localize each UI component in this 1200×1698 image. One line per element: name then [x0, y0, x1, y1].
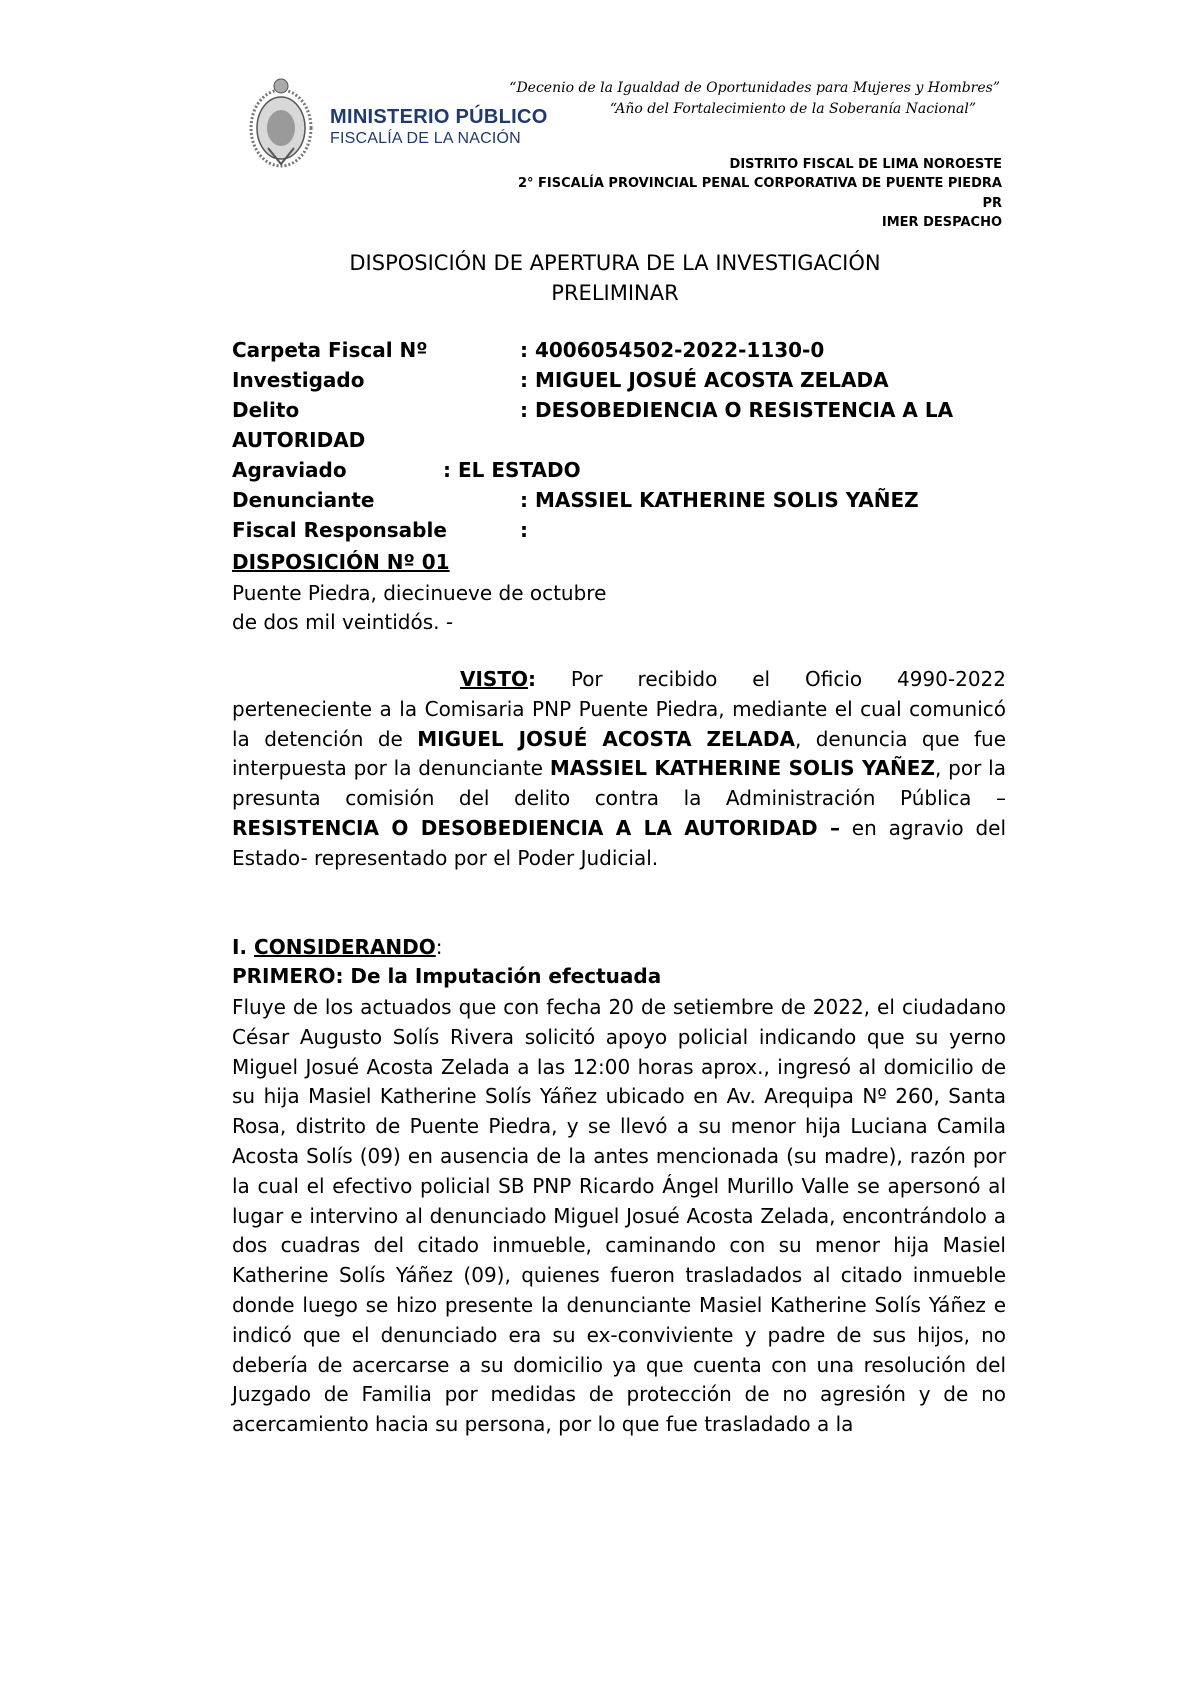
field-value: :: [520, 518, 528, 542]
visto-text-1: Por recibido el Oficio 4990-2022 perteneciente a la Comisaria PNP Puente Piedra, mediante el cual comunicó la detención de: [232, 667, 1006, 751]
field-value: : 4006054502-2022-1130-0: [520, 338, 825, 362]
visto-text-2: , denuncia que fue interpuesta por la denunciante: [232, 726, 1006, 781]
visto-text-4: en agravio del Estado- representado por el Poder Judicial.: [232, 815, 1007, 870]
visto-label: VISTO: [460, 667, 528, 691]
national-seal-icon: [246, 76, 316, 176]
subsection-heading: PRIMERO: De la Imputación efectuada: [232, 964, 662, 988]
visto-colon: :: [527, 667, 536, 691]
ministerio-publico-logo: [246, 76, 546, 176]
body-paragraph: Fluye de los actuados que con fecha 20 de setiembre de 2022, el ciudadano César Augusto Solís Rivera solicitó apoyo policial indicando que su yerno Miguel Josué Acosta Zelada a las 12:00 horas aprox., ingresó al domicilio de su hija Masiel Katherine Solís Yáñez ubicado en Av. Arequipa Nº 260, Santa Rosa, distrito de Puente Piedra, y se llevó a su menor hija Luciana Camila Acosta Solís (09) en ausencia de la antes mencionada (su madre), razón por la cual el efectivo policial SB PNP Ricardo Ángel Murillo Valle se apersonó al lugar e intervino al denunciado Miguel Josué Acosta Zelada, encontrándolo a dos cuadras del citado inmueble, caminando con su menor hija Masiel Katherine Solís Yáñez (09), quienes fueron trasladados al citado inmueble donde luego se hizo presente la denunciante Masiel Katherine Solís Yáñez e indicó que el denunciado era su ex-conviviente y padre de sus hijos, no debería de acercarse a su domicilio ya que cuenta con una resolución del Juzgado de Familia por medidas de protección de no agresión y de no acercamiento hacia su persona, por lo que fue trasladado a la: [232, 995, 1006, 1437]
visto-bold-3: RESISTENCIA O DESOBEDIENCIA A LA AUTORIDAD –: [232, 815, 840, 840]
disposicion-number: DISPOSICIÓN Nº 01: [232, 550, 450, 574]
visto-bold-2: MASSIEL KATHERINE SOLIS YAÑEZ: [549, 756, 935, 781]
field-value: : MIGUEL JOSUÉ ACOSTA ZELADA: [520, 368, 889, 392]
date-line-2: de dos mil veintidós. -: [232, 610, 454, 634]
field-label: Investigado: [232, 368, 365, 392]
field-value: : MASSIEL KATHERINE SOLIS YAÑEZ: [520, 488, 919, 512]
field-label: Denunciante: [232, 488, 375, 512]
document-title: [230, 248, 1000, 308]
date-line-1: Puente Piedra, diecinueve de octubre: [232, 581, 607, 605]
visto-paragraph: [232, 665, 1006, 874]
field-label: Carpeta Fiscal Nº: [232, 338, 428, 362]
visto-bold-1: MIGUEL JOSUÉ ACOSTA ZELADA: [417, 726, 795, 751]
visto-text-3: , por la presunta comisión del delito contra la Administración Pública –: [232, 756, 1006, 811]
section-suffix: :: [435, 935, 443, 959]
motto-line-2: “Año del Fortalecimiento de la Soberanía Nacional”: [609, 101, 976, 117]
section-heading: [232, 935, 443, 959]
field-value-continued: AUTORIDAD: [232, 428, 366, 452]
field-value: : EL ESTADO: [443, 458, 581, 482]
field-label: Fiscal Responsable: [232, 518, 447, 542]
org-subtitle: FISCALÍA DE LA NACIÓN: [330, 130, 521, 147]
title-line-2: PRELIMINAR: [551, 281, 679, 305]
motto-line-1: “Decenio de la Igualdad de Oportunidades para Mujeres y Hombres”: [509, 80, 1000, 96]
office-line-4: IMER DESPACHO: [881, 215, 1002, 230]
office-line-3: PR: [982, 196, 1002, 211]
section-number: I.: [232, 935, 255, 959]
field-value: : DESOBEDIENCIA O RESISTENCIA A LA: [520, 398, 954, 422]
field-label: Agraviado: [232, 458, 347, 482]
office-line-2: 2° FISCALÍA PROVINCIAL PENAL CORPORATIVA DE PUENTE PIEDRA: [517, 176, 1002, 191]
field-label: Delito: [232, 398, 300, 422]
office-line-1: DISTRITO FISCAL DE LIMA NOROESTE: [729, 157, 1002, 172]
title-line-1: DISPOSICIÓN DE APERTURA DE LA INVESTIGACIÓN: [349, 251, 881, 275]
org-name: MINISTERIO PÚBLICO: [330, 106, 548, 128]
section-title: CONSIDERANDO: [254, 935, 436, 959]
